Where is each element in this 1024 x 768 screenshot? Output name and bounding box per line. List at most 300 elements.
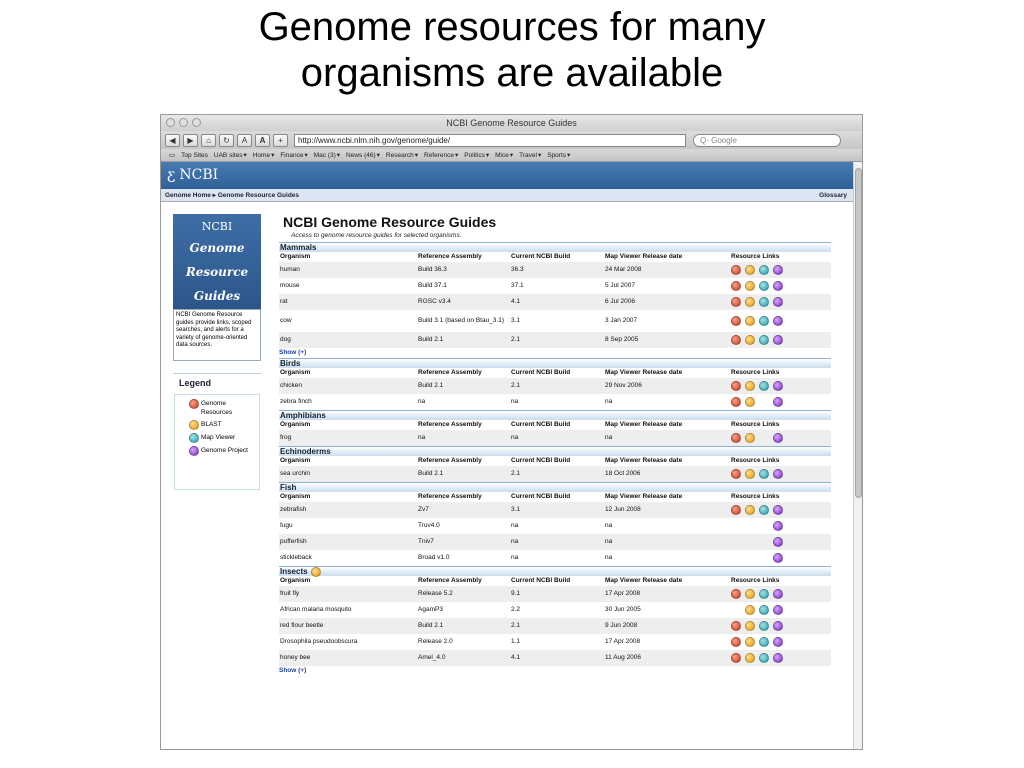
page-title: NCBI Genome Resource Guides [283, 214, 497, 230]
organism-section [279, 358, 831, 410]
genome-project-icon[interactable] [773, 469, 783, 479]
column-header: Resource Links [731, 421, 780, 428]
section-title-text: Echinoderms [280, 447, 331, 456]
slide-title [0, 4, 1024, 96]
genome-project-icon[interactable] [773, 381, 783, 391]
resource-links [731, 278, 831, 294]
resource-links [731, 586, 831, 602]
text-smaller-button[interactable]: A [237, 134, 252, 147]
text-larger-button[interactable]: A [255, 134, 270, 147]
sidebar-title-2: Resource [185, 265, 249, 279]
bookmark-dropdown-icon[interactable]: ▾ [537, 152, 542, 159]
bookmark-dropdown-icon[interactable]: ▾ [567, 152, 571, 159]
organism-section [279, 446, 831, 482]
page-subtitle: Access to genome resource guides for selected organisms. [291, 232, 462, 239]
empty-icon-slot [731, 553, 741, 563]
resource-links [731, 394, 831, 410]
table-row [279, 294, 831, 310]
reference-assembly: Build 2.1 [418, 382, 444, 389]
bookmark-dropdown-icon[interactable]: ▾ [271, 152, 275, 159]
release-date: 6 Jul 2006 [605, 298, 635, 305]
column-header: Reference Assembly [418, 421, 482, 428]
genome-resources-icon[interactable] [731, 381, 741, 391]
blast-icon[interactable] [745, 637, 755, 647]
section-title-text: Birds [280, 359, 301, 368]
release-date: 29 Nov 2006 [605, 382, 642, 389]
column-header: Current NCBI Build [511, 421, 571, 428]
reference-assembly: Build 3.1 (based on Btau_3.1) [418, 317, 505, 324]
bookmark-dropdown-icon[interactable]: ▾ [414, 152, 418, 159]
table-row [279, 634, 831, 650]
legend-label: Genome Resources [201, 400, 233, 416]
table-row [279, 650, 831, 666]
ncbi-logo-icon: ƹ [167, 167, 175, 183]
bookmark-item[interactable]: Top Sites [181, 151, 208, 159]
organism-section [279, 566, 831, 676]
genome-resources-icon[interactable] [731, 637, 741, 647]
column-header: Current NCBI Build [511, 457, 571, 464]
section-title [279, 482, 831, 492]
organism-name[interactable]: zebra finch [280, 398, 312, 405]
bookmark-dropdown-icon[interactable]: ▾ [336, 152, 341, 159]
column-header: Map Viewer Release date [605, 577, 683, 584]
empty-icon-slot [731, 521, 741, 531]
column-header: Reference Assembly [418, 577, 482, 584]
map-viewer-icon[interactable] [759, 637, 769, 647]
window-titlebar [161, 115, 862, 131]
table-row [279, 466, 831, 482]
blast-icon[interactable] [745, 653, 755, 663]
column-header: Reference Assembly [418, 457, 482, 464]
genome-project-icon[interactable] [773, 397, 783, 407]
bookmark-item[interactable]: Politics [464, 151, 485, 159]
bookmark-item[interactable]: Sports [547, 151, 567, 159]
genome-resources-icon[interactable] [731, 469, 741, 479]
blast-icon[interactable] [745, 316, 755, 326]
legend-box [174, 394, 260, 490]
reference-assembly: Tniv7 [418, 538, 434, 545]
window-controls [166, 118, 201, 127]
map-viewer-icon[interactable] [759, 316, 769, 326]
current-build: 9.1 [511, 590, 521, 597]
column-header: Reference Assembly [418, 493, 482, 500]
release-date: na [605, 538, 613, 545]
resource-links [731, 634, 831, 650]
genome-resources-icon[interactable] [731, 653, 741, 663]
legend-label: Map Viewer [201, 434, 236, 441]
organism-name[interactable]: Drosophila pseudoobscura [280, 638, 358, 645]
bookmark-item[interactable]: Finance [280, 151, 304, 159]
empty-icon-slot [759, 433, 769, 443]
section-title [279, 358, 831, 368]
genome-project-icon[interactable] [773, 637, 783, 647]
genome-project-icon[interactable] [773, 505, 783, 515]
genome-project-icon[interactable] [773, 589, 783, 599]
current-build: na [511, 538, 519, 545]
current-build: 2.1 [511, 622, 521, 629]
bookmark-dropdown-icon[interactable]: ▾ [485, 152, 490, 159]
legend [173, 373, 261, 490]
genome-project-icon[interactable] [773, 316, 783, 326]
empty-icon-slot [731, 605, 741, 615]
release-date: 11 Aug 2006 [605, 654, 642, 661]
browser-toolbar [161, 131, 862, 149]
blast-icon[interactable] [745, 605, 755, 615]
release-date: 24 Mar 2008 [605, 266, 642, 273]
map-viewer-icon[interactable] [759, 589, 769, 599]
genome-resources-icon[interactable] [731, 316, 741, 326]
reference-assembly: Build 2.1 [418, 470, 444, 477]
table-row [279, 534, 831, 550]
current-build: 2.2 [511, 606, 521, 613]
organism-name[interactable]: cow [280, 317, 292, 324]
genome-project-icon[interactable] [773, 297, 783, 307]
blast-icon[interactable] [311, 567, 321, 577]
genome-resources-icon[interactable] [731, 265, 741, 275]
release-date: 3 Jan 2007 [605, 317, 638, 324]
empty-icon-slot [759, 397, 769, 407]
legend-title: Legend [179, 378, 212, 388]
release-date: na [605, 522, 613, 529]
address-bar[interactable]: http://www.ncbi.nlm.nih.gov/genome/guide/ [294, 134, 686, 147]
blast-icon[interactable] [745, 397, 755, 407]
organism-name[interactable]: frog [280, 434, 292, 441]
column-header: Resource Links [731, 253, 780, 260]
resource-links [731, 550, 831, 566]
release-date: 8 Sep 2005 [605, 336, 639, 343]
organism-name[interactable]: zebrafish [280, 506, 307, 513]
glossary-link[interactable]: Glossary [819, 192, 847, 199]
column-header: Current NCBI Build [511, 253, 571, 260]
organism-sections [279, 242, 831, 676]
table-header [279, 368, 831, 378]
table-row [279, 550, 831, 566]
legend-label: Genome Project [201, 447, 248, 454]
organism-section [279, 410, 831, 446]
map-viewer-icon[interactable] [759, 621, 769, 631]
release-date: 17 Apr 2008 [605, 590, 641, 597]
bookmark-item[interactable]: News (46) [346, 151, 376, 159]
blast-icon[interactable] [745, 381, 755, 391]
genome-project-icon[interactable] [773, 521, 783, 531]
legend-blast [189, 420, 255, 430]
bookmarks-bar [161, 149, 862, 162]
sidebar-ncbi: NCBI [201, 220, 233, 233]
table-row [279, 518, 831, 534]
resource-links [731, 316, 831, 326]
bookmark-item[interactable]: Reference [424, 151, 454, 159]
section-title [279, 410, 831, 420]
empty-icon-slot [745, 521, 755, 531]
scrollbar-thumb[interactable] [855, 168, 862, 498]
section-title-text: Amphibians [280, 411, 326, 420]
resource-links [731, 332, 831, 348]
column-header: Reference Assembly [418, 253, 482, 260]
reference-assembly: Build 2.1 [418, 336, 444, 343]
map-viewer-icon[interactable] [759, 605, 769, 615]
release-date: 9 Jun 2008 [605, 622, 638, 629]
blast-icon[interactable] [745, 281, 755, 291]
map-viewer-icon[interactable] [759, 505, 769, 515]
empty-icon-slot [759, 553, 769, 563]
reload-button[interactable]: ↻ [219, 134, 234, 147]
reference-assembly: Build 36.3 [418, 266, 447, 273]
blast-icon[interactable] [745, 297, 755, 307]
bookmark-item[interactable]: UAB sites [213, 151, 243, 159]
column-header: Current NCBI Build [511, 369, 571, 376]
table-row [279, 278, 831, 294]
reference-assembly: Build 37.1 [418, 282, 447, 289]
empty-icon-slot [759, 521, 769, 531]
genome-resources-icon[interactable] [731, 433, 741, 443]
column-header: Resource Links [731, 577, 780, 584]
legend-genome-project [189, 446, 255, 456]
legend-genome-resources [189, 399, 255, 417]
current-build: 2.1 [511, 336, 521, 343]
ncbi-banner[interactable] [161, 162, 853, 189]
table-row [279, 378, 831, 394]
sidebar-title-3: Guides [193, 289, 241, 303]
section-title [279, 566, 831, 576]
add-bookmark-button[interactable]: + [273, 134, 288, 147]
blast-icon[interactable] [745, 265, 755, 275]
organism-name[interactable]: rat [280, 298, 288, 305]
organism-section [279, 482, 831, 566]
show-more-link[interactable]: Show (+) [279, 667, 307, 674]
map-viewer-icon [189, 433, 199, 443]
resource-links [731, 602, 831, 618]
genome-resources-icon[interactable] [731, 589, 741, 599]
main-content [279, 214, 831, 676]
release-date: na [605, 434, 613, 441]
genome-project-icon[interactable] [773, 605, 783, 615]
sidebar-description: NCBI Genome Resource guides provide links, scoped searches, and alerts for a variety of genome-oriented data sources. [173, 309, 261, 361]
empty-icon-slot [745, 537, 755, 547]
zoom-window-button[interactable] [192, 118, 201, 127]
table-row [279, 394, 831, 410]
table-header [279, 492, 831, 502]
genome-project-icon[interactable] [773, 281, 783, 291]
sidebar [173, 214, 261, 490]
bookmark-dropdown-icon[interactable]: ▾ [509, 152, 514, 159]
organism-name[interactable]: dog [280, 336, 291, 343]
breadcrumb [161, 189, 853, 202]
resource-links [731, 378, 831, 394]
map-viewer-icon[interactable] [759, 381, 769, 391]
map-viewer-icon[interactable] [759, 297, 769, 307]
column-header: Resource Links [731, 369, 780, 376]
table-row [279, 618, 831, 634]
bookmark-dropdown-icon[interactable]: ▾ [455, 152, 459, 159]
blast-icon[interactable] [745, 335, 755, 345]
resource-links [731, 650, 831, 666]
organism-name[interactable]: stickleback [280, 554, 312, 561]
release-date: na [605, 398, 613, 405]
empty-icon-slot [759, 537, 769, 547]
resource-links [731, 618, 831, 634]
column-header: Organism [280, 253, 311, 260]
genome-project-icon[interactable] [773, 537, 783, 547]
bookmark-item[interactable]: Research [385, 151, 414, 159]
blast-icon[interactable] [745, 469, 755, 479]
banner-title: NCBI [179, 167, 219, 183]
genome-resources-icon[interactable] [731, 397, 741, 407]
column-header: Map Viewer Release date [605, 369, 683, 376]
bookmark-dropdown-icon[interactable]: ▾ [304, 152, 308, 159]
resource-links [731, 502, 831, 518]
forward-button[interactable]: ▶ [183, 134, 198, 147]
reference-assembly: Release 2.0 [418, 638, 453, 645]
table-row [279, 310, 831, 332]
genome-project-icon[interactable] [773, 335, 783, 345]
organism-name[interactable]: human [280, 266, 300, 273]
breadcrumb-links[interactable]: Genome Home ▸ Genome Resource Guides [165, 192, 300, 199]
reference-assembly: Broad v1.0 [418, 554, 450, 561]
bookmark-item[interactable]: Travel [519, 151, 537, 159]
release-date: na [605, 554, 613, 561]
show-more-link[interactable]: Show (+) [279, 349, 307, 356]
release-date: 18 Oct 2006 [605, 470, 641, 477]
genome-project-icon[interactable] [773, 265, 783, 275]
current-build: 4.1 [511, 298, 521, 305]
reference-assembly: Zv7 [418, 506, 429, 513]
genome-project-icon[interactable] [773, 653, 783, 663]
reference-assembly: RGSC v3.4 [418, 298, 451, 305]
blast-icon[interactable] [745, 621, 755, 631]
release-date: 17 Apr 2008 [605, 638, 641, 645]
resource-links [731, 430, 831, 446]
genome-resources-icon[interactable] [731, 621, 741, 631]
genome-project-icon[interactable] [773, 621, 783, 631]
map-viewer-icon[interactable] [759, 265, 769, 275]
current-build: 2.1 [511, 382, 521, 389]
current-build: na [511, 522, 519, 529]
genome-resources-icon[interactable] [731, 297, 741, 307]
organism-name[interactable]: honey bee [280, 654, 311, 661]
genome-project-icon[interactable] [773, 553, 783, 563]
resource-links [731, 466, 831, 482]
bookmarks-icon[interactable]: ▭ [169, 152, 176, 159]
current-build: 37.1 [511, 282, 524, 289]
current-build: na [511, 434, 519, 441]
genome-resources-icon[interactable] [731, 335, 741, 345]
blast-icon[interactable] [745, 589, 755, 599]
section-title [279, 446, 831, 456]
current-build: na [511, 398, 519, 405]
column-header: Organism [280, 369, 311, 376]
column-header: Organism [280, 421, 311, 428]
organism-name[interactable]: chicken [280, 382, 303, 389]
genome-resources-icon[interactable] [731, 505, 741, 515]
table-row [279, 602, 831, 618]
bookmark-dropdown-icon[interactable]: ▾ [376, 152, 380, 159]
home-button[interactable]: ⌂ [201, 134, 216, 147]
reference-assembly: na [418, 398, 426, 405]
section-title-text: Mammals [280, 243, 317, 252]
table-row [279, 332, 831, 348]
release-date: 30 Jun 2005 [605, 606, 641, 613]
bookmark-dropdown-icon[interactable]: ▾ [243, 152, 247, 159]
map-viewer-icon[interactable] [759, 653, 769, 663]
current-build: 36.3 [511, 266, 524, 273]
slide-title-line-2: organisms are available [300, 51, 724, 95]
slide-title-line-1: Genome resources for many [258, 5, 766, 49]
reference-assembly: Build 2.1 [418, 622, 444, 629]
column-header: Organism [280, 577, 311, 584]
column-header: Map Viewer Release date [605, 253, 683, 260]
reference-assembly: Amel_4.0 [418, 654, 446, 661]
table-header [279, 456, 831, 466]
reference-assembly: Truv4.0 [418, 522, 440, 529]
reference-assembly: AgamP3 [418, 606, 443, 613]
table-row [279, 430, 831, 446]
reference-assembly: Release 5.2 [418, 590, 453, 597]
current-build: na [511, 554, 519, 561]
organism-name[interactable]: African malaria mosquito [280, 606, 352, 613]
table-header [279, 420, 831, 430]
organism-name[interactable]: fruit fly [280, 590, 300, 597]
bookmark-item[interactable]: Mice [495, 151, 509, 159]
map-viewer-icon[interactable] [759, 469, 769, 479]
window-title: NCBI Genome Resource Guides [446, 118, 577, 128]
column-header: Map Viewer Release date [605, 493, 683, 500]
bookmark-item[interactable]: Home [252, 151, 271, 159]
blast-icon[interactable] [745, 505, 755, 515]
close-window-button[interactable] [166, 118, 175, 127]
organism-section [279, 242, 831, 358]
reference-assembly: na [418, 434, 426, 441]
search-field[interactable]: Q- Google [693, 134, 841, 147]
section-title-text: Insects [280, 567, 308, 576]
genome-resources-icon[interactable] [731, 281, 741, 291]
legend-map-viewer [189, 433, 255, 443]
back-button[interactable]: ◀ [165, 134, 180, 147]
resource-links [731, 262, 831, 278]
sidebar-logo[interactable] [173, 214, 261, 309]
sidebar-title-1: Genome [189, 241, 245, 255]
genome-project-icon[interactable] [773, 433, 783, 443]
resource-links [731, 518, 831, 534]
table-header [279, 576, 831, 586]
release-date: 5 Jul 2007 [605, 282, 635, 289]
release-date: 12 Jun 2008 [605, 506, 641, 513]
current-build: 3.1 [511, 317, 521, 324]
organism-name[interactable]: red flour beetle [280, 622, 324, 629]
page-viewport [161, 162, 853, 750]
minimize-window-button[interactable] [179, 118, 188, 127]
column-header: Resource Links [731, 493, 780, 500]
genome-project-icon [189, 446, 199, 456]
column-header: Map Viewer Release date [605, 457, 683, 464]
resource-links [731, 534, 831, 550]
map-viewer-icon[interactable] [759, 335, 769, 345]
organism-name[interactable]: pufferfish [280, 538, 307, 545]
table-row [279, 502, 831, 518]
organism-name[interactable]: fugu [280, 522, 293, 529]
genome-resources-icon [189, 399, 199, 409]
column-header: Reference Assembly [418, 369, 482, 376]
table-row [279, 586, 831, 602]
organism-name[interactable]: mouse [280, 282, 300, 289]
current-build: 4.1 [511, 654, 521, 661]
blast-icon[interactable] [745, 433, 755, 443]
section-title [279, 242, 831, 252]
organism-name[interactable]: sea urchin [280, 470, 310, 477]
vertical-scrollbar[interactable] [853, 162, 863, 750]
bookmark-item[interactable]: Mac (3) [313, 151, 336, 159]
column-header: Organism [280, 493, 311, 500]
map-viewer-icon[interactable] [759, 281, 769, 291]
